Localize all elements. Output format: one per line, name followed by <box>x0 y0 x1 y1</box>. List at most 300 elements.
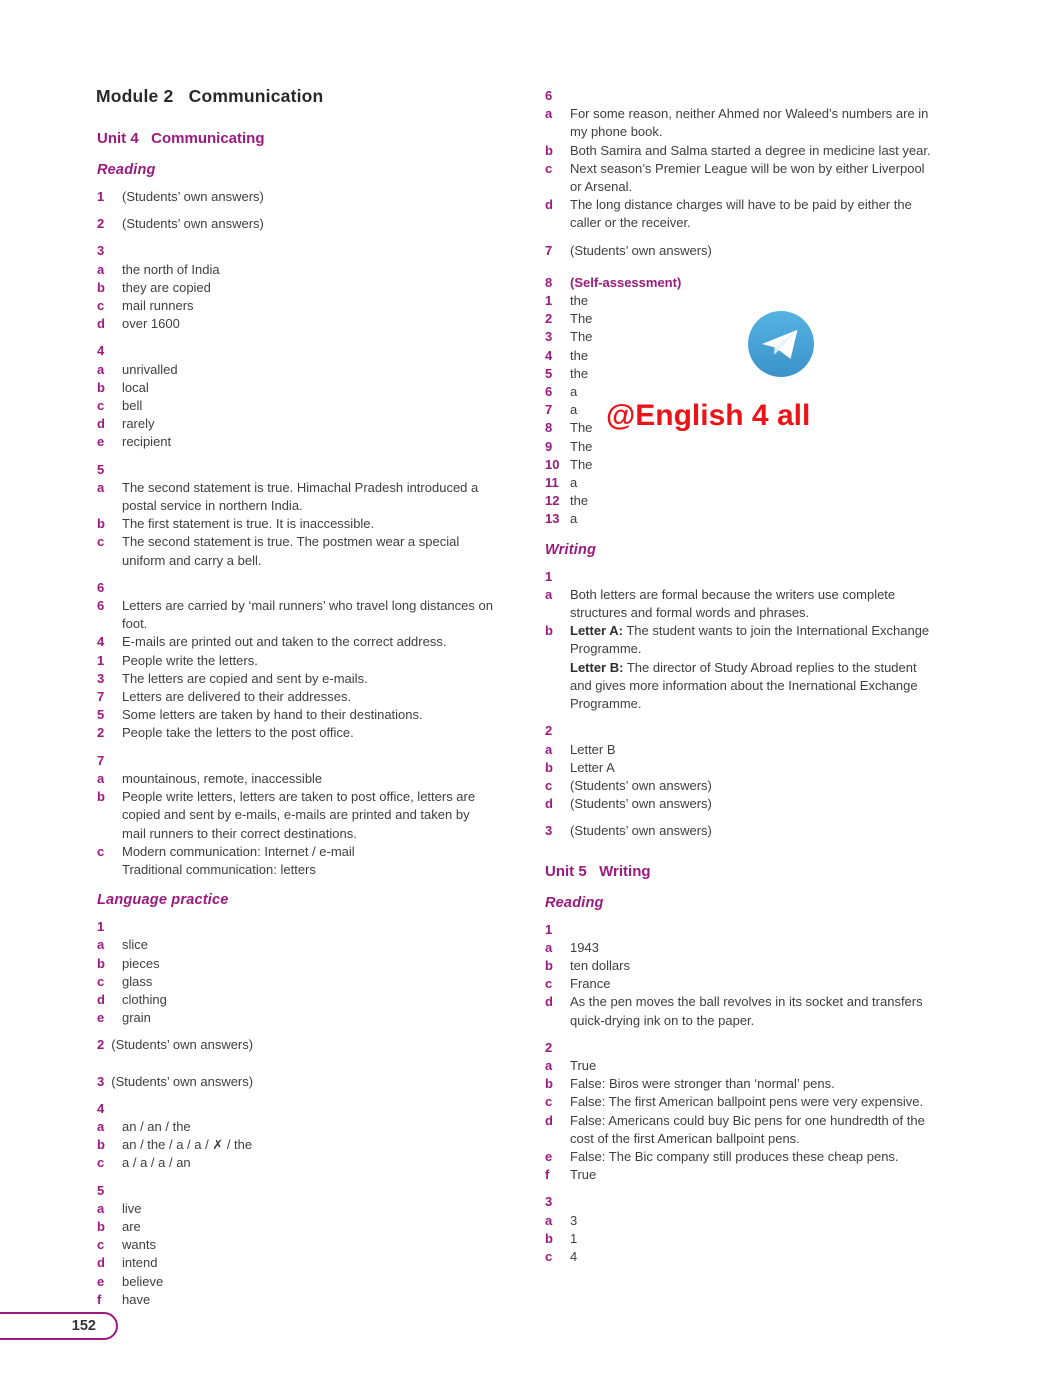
right-column <box>545 87 937 1275</box>
item-number: 2 <box>545 1039 553 1055</box>
answer-line: The <box>570 456 593 472</box>
answer-sub-row <box>97 843 495 879</box>
sub-label: e <box>97 434 105 450</box>
answer-line: The <box>570 329 593 345</box>
answer-sub-row <box>97 1291 495 1309</box>
section-heading: Reading <box>545 894 604 911</box>
sub-label: 5 <box>97 707 105 723</box>
sub-label: c <box>97 398 105 414</box>
answer-sub-row <box>545 438 937 456</box>
item-number: 1 <box>97 919 105 935</box>
answer-text <box>122 1154 495 1172</box>
answer-sub-row <box>97 1154 495 1172</box>
answer-text <box>122 597 495 633</box>
answer-line: an / the / a / a / ✗ / the <box>122 1137 253 1153</box>
sub-label: 4 <box>97 634 105 650</box>
answer-sub-row <box>97 1200 495 1218</box>
answer-text <box>570 196 937 232</box>
sub-label: d <box>545 1112 553 1128</box>
answer-line: Traditional communication: letters <box>122 861 316 877</box>
answer-item <box>545 921 937 1030</box>
answer-sub-row <box>545 1093 937 1111</box>
answer-sub-row <box>545 365 937 383</box>
item-head-row <box>97 215 495 233</box>
sub-label: 9 <box>545 438 553 454</box>
answer-sub-row <box>97 261 495 279</box>
answer-item <box>97 1036 495 1054</box>
sub-label: 13 <box>545 511 560 527</box>
section-heading: Reading <box>97 162 156 178</box>
answer-sub-row <box>545 957 937 975</box>
unit-heading: Unit 4 Communicating <box>97 130 265 147</box>
answer-line: wants <box>122 1237 156 1253</box>
sub-label: 7 <box>545 402 553 418</box>
answer-text <box>122 770 495 788</box>
sub-label: b <box>545 957 553 973</box>
sub-label: b <box>97 516 105 532</box>
answer-sub-row <box>545 993 937 1029</box>
sub-label: d <box>545 197 553 213</box>
answer-line: True <box>570 1167 597 1183</box>
answer-line: over 1600 <box>122 316 180 332</box>
answer-item <box>97 461 495 570</box>
answer-sub-row <box>545 1248 937 1266</box>
answer-sub-row <box>97 433 495 451</box>
answer-sub-row <box>545 975 937 993</box>
answer-line: a <box>570 384 578 400</box>
item-number: 6 <box>97 579 105 595</box>
answer-line: True <box>570 1057 597 1073</box>
answer-line: False: The first American ballpoint pens were very expensive. <box>570 1094 924 1110</box>
sub-label: 1 <box>97 652 105 668</box>
sub-label: b <box>545 623 553 639</box>
answer-line: (Students’ own answers) <box>122 216 264 232</box>
sub-label: b <box>545 759 553 775</box>
answer-line: Letter A <box>570 759 615 775</box>
answer-text <box>122 1136 495 1154</box>
sub-label: c <box>97 973 105 989</box>
answer-line: France <box>570 976 611 992</box>
answer-sub-row <box>545 939 937 957</box>
sub-label: b <box>545 1076 553 1092</box>
answer-text <box>122 379 495 397</box>
answer-sub-row <box>97 706 495 724</box>
answer-text <box>122 788 495 843</box>
item-number: 7 <box>545 242 553 258</box>
answer-sub-row <box>545 759 937 777</box>
answer-line: glass <box>122 973 153 989</box>
answer-sub-row <box>97 479 495 515</box>
answer-line: rarely <box>122 416 155 432</box>
answer-text <box>570 456 937 474</box>
answer-line: grain <box>122 1010 151 1026</box>
item-head-row <box>97 752 495 770</box>
answer-item <box>97 215 495 233</box>
sub-label: b <box>97 955 105 971</box>
answer-line: Letters are carried by ‘mail runners’ who travel long distances on foot. <box>122 598 493 632</box>
answer-sub-row <box>97 652 495 670</box>
answer-sub-row <box>97 361 495 379</box>
sub-label: d <box>97 991 105 1007</box>
item-head-row <box>545 1039 937 1057</box>
answer-line: mountainous, remote, inaccessible <box>122 770 323 786</box>
answer-text <box>570 160 937 196</box>
answer-text <box>570 438 937 456</box>
answer-sub-row <box>97 1009 495 1027</box>
answer-text <box>122 973 495 991</box>
sub-label: c <box>545 160 553 176</box>
answer-text <box>570 1093 937 1111</box>
answer-line: (Students’ own answers) <box>570 796 712 812</box>
answer-line: pieces <box>122 955 160 971</box>
item-head-row <box>97 242 495 260</box>
sub-label: b <box>97 789 105 805</box>
sub-label: 3 <box>97 670 105 686</box>
section-heading: Writing <box>545 541 597 558</box>
answer-line: the <box>570 493 589 509</box>
answer-sub-row <box>545 777 937 795</box>
item-number: 3 <box>545 823 553 839</box>
sub-label: a <box>97 1118 105 1134</box>
item-head-row <box>545 722 937 740</box>
item-number: 2 <box>545 723 553 739</box>
answer-text <box>122 955 495 973</box>
answer-item <box>97 242 495 333</box>
answer-text <box>122 991 495 1009</box>
answer-sub-row <box>545 347 937 365</box>
answer-sub-row <box>545 328 937 346</box>
item-number: 3 <box>545 1194 553 1210</box>
sub-label: c <box>97 1155 105 1171</box>
answer-sub-row <box>545 1212 937 1230</box>
answer-text <box>122 843 495 879</box>
item-head-row <box>545 1193 937 1211</box>
item-head-row <box>97 1100 495 1118</box>
answer-text <box>570 993 937 1029</box>
answer-line: recipient <box>122 434 172 450</box>
answer-line: mail runners <box>122 298 194 314</box>
answer-line: The <box>570 420 593 436</box>
answer-sub-row <box>545 741 937 759</box>
answer-line: (Students’ own answers) <box>570 777 712 793</box>
answer-sub-row <box>97 936 495 954</box>
answer-sub-row <box>97 688 495 706</box>
sub-label: c <box>97 1237 105 1253</box>
sub-label: d <box>545 796 553 812</box>
sub-label: c <box>545 777 553 793</box>
answer-text <box>122 533 495 569</box>
sub-label: 4 <box>545 347 553 363</box>
answer-sub-row <box>97 1273 495 1291</box>
answer-line: Some letters are taken by hand to their destinations. <box>122 707 423 723</box>
answer-sub-row <box>545 586 937 622</box>
answer-line: E-mails are printed out and taken to the correct address. <box>122 634 447 650</box>
sub-label: 2 <box>545 311 553 327</box>
answer-line: Letter B <box>570 741 616 757</box>
answer-sub-row <box>97 1218 495 1236</box>
answer-line: the north of India <box>122 261 220 277</box>
item-number: 7 <box>97 752 105 768</box>
answer-text <box>570 1075 937 1093</box>
answer-line: 1 <box>570 1230 578 1246</box>
answer-line: ten dollars <box>570 957 630 973</box>
sub-label: d <box>97 316 105 332</box>
answer-line: The first statement is true. It is inaccessible. <box>122 516 375 532</box>
sub-label: f <box>545 1167 550 1183</box>
answer-line: a <box>570 402 578 418</box>
sub-label: 5 <box>545 365 553 381</box>
item-number: 5 <box>97 461 105 477</box>
sub-label: c <box>97 298 105 314</box>
watermark-text: @English 4 all <box>606 399 811 432</box>
item-head-row <box>97 579 495 597</box>
answer-line: People write letters, letters are taken to post office, letters are copied and sent by e-mails, e-mails are printed and taken by mail runners to their correct destinations. <box>122 789 476 841</box>
item-head-row <box>97 188 495 206</box>
answer-sub-row <box>97 991 495 1009</box>
answer-item <box>97 752 495 879</box>
sub-label: c <box>545 1248 553 1264</box>
answer-line: The long distance charges will have to be paid by either the caller or the receiver. <box>570 197 912 231</box>
answer-line: the <box>570 365 589 381</box>
answer-sub-row <box>97 279 495 297</box>
left-column <box>97 129 495 1318</box>
answer-text <box>122 652 495 670</box>
answer-text <box>122 1218 495 1236</box>
answer-sub-row <box>545 492 937 510</box>
item-number: 2 <box>97 216 105 232</box>
answer-text <box>122 706 495 724</box>
answer-item <box>97 1100 495 1173</box>
sub-label: b <box>97 1218 105 1234</box>
answer-sub-row <box>97 533 495 569</box>
answer-text <box>111 1037 253 1052</box>
answer-line: For some reason, neither Ahmed nor Waleed’s numbers are in my phone book. <box>570 106 929 140</box>
sub-label: b <box>97 279 105 295</box>
answer-sub-row <box>97 770 495 788</box>
answer-text <box>122 315 495 333</box>
answer-sub-row <box>545 160 937 196</box>
answer-line: unrivalled <box>122 361 178 377</box>
sub-label: a <box>545 1212 553 1228</box>
answer-item <box>545 87 937 233</box>
answer-sub-row <box>97 515 495 533</box>
answer-text <box>122 1291 495 1309</box>
item-head-row <box>97 1073 495 1091</box>
answer-text <box>122 361 495 379</box>
answer-text <box>122 188 495 206</box>
answer-text <box>122 724 495 742</box>
answer-line: an / an / the <box>122 1118 191 1134</box>
item-head-row <box>545 921 937 939</box>
answer-line: a <box>570 511 578 527</box>
sub-label: a <box>97 937 105 953</box>
item-number: 4 <box>97 343 105 359</box>
sub-label: a <box>97 361 105 377</box>
answer-line: a <box>570 475 578 491</box>
answer-sub-row <box>545 622 937 713</box>
answer-sub-row <box>97 397 495 415</box>
answer-item <box>545 242 937 260</box>
answer-line: clothing <box>122 991 167 1007</box>
sub-label: a <box>97 261 105 277</box>
answer-text <box>122 633 495 651</box>
answer-text <box>111 1074 253 1089</box>
sub-label: f <box>97 1291 102 1307</box>
answer-text <box>570 975 937 993</box>
answer-text <box>122 688 495 706</box>
page-number-badge <box>0 1312 118 1340</box>
answer-text <box>122 1254 495 1272</box>
item-head-row <box>545 87 937 105</box>
answer-line: (Students’ own answers) <box>111 1037 254 1053</box>
answer-sub-row <box>97 1254 495 1272</box>
sub-label: a <box>545 741 553 757</box>
answer-line: As the pen moves the ball revolves in its socket and transfers quick-drying ink on to the paper. <box>570 994 923 1028</box>
answer-item <box>545 822 937 840</box>
answer-line: slice <box>122 937 149 953</box>
answer-sub-row <box>545 292 937 310</box>
answer-line: Next season’s Premier League will be won by either Liverpool or Arsenal. <box>570 160 925 195</box>
sub-label: 6 <box>545 384 553 400</box>
answer-text <box>570 1230 937 1248</box>
answer-line: Letter B: The director of Study Abroad replies to the student and gives more information about the Inernational Exchange Programme. <box>570 659 918 712</box>
answer-line: the <box>570 347 589 363</box>
answer-text <box>122 397 495 415</box>
answer-sub-row <box>97 724 495 742</box>
sub-label: c <box>545 1094 553 1110</box>
answer-line: a / a / a / an <box>122 1155 191 1171</box>
answer-text <box>570 795 937 813</box>
sub-label: e <box>545 1148 553 1164</box>
sub-label: b <box>545 142 553 158</box>
answer-text <box>122 415 495 433</box>
sub-label: 12 <box>545 493 560 509</box>
answer-text <box>122 1009 495 1027</box>
item-number: 1 <box>97 189 105 204</box>
answer-sub-row <box>545 196 937 232</box>
sub-label: b <box>97 1137 105 1153</box>
answer-sub-row <box>545 795 937 813</box>
telegram-paper-plane-icon <box>748 311 814 377</box>
answer-text <box>122 1273 495 1291</box>
answer-text <box>122 670 495 688</box>
answer-sub-row <box>97 973 495 991</box>
sub-label: a <box>545 1057 553 1073</box>
answer-text <box>570 759 937 777</box>
answer-sub-row <box>545 1148 937 1166</box>
answer-line: False: Americans could buy Bic pens for one hundredth of the cost of the first American ballpoint pens. <box>570 1112 925 1146</box>
answer-sub-row <box>545 1166 937 1184</box>
sub-label: 10 <box>545 456 560 472</box>
item-heading: (Self-assessment) <box>570 274 682 290</box>
answer-sub-row <box>545 105 937 141</box>
answer-text <box>122 279 495 297</box>
answer-line: 3 <box>570 1212 578 1228</box>
answer-text <box>570 1212 937 1230</box>
answer-line: live <box>122 1200 142 1216</box>
sub-label: a <box>97 479 105 495</box>
answer-line: Letters are delivered to their addresses. <box>122 689 352 705</box>
answer-text <box>122 261 495 279</box>
answer-line: The second statement is true. Himachal Pradesh introduced a postal service in northern India. <box>122 479 479 514</box>
page-title: Module 2 Communication <box>96 86 324 106</box>
answer-text <box>570 492 937 510</box>
answer-text <box>570 105 937 141</box>
item-number: 2 <box>97 1037 105 1053</box>
answer-line: 1943 <box>570 939 599 955</box>
sub-label: b <box>97 379 105 395</box>
answer-sub-row <box>545 474 937 492</box>
answer-text <box>570 957 937 975</box>
answer-text <box>122 515 495 533</box>
answer-text <box>570 741 937 759</box>
item-head-row <box>545 242 937 260</box>
item-head-row <box>97 461 495 479</box>
answer-line: believe <box>122 1273 164 1289</box>
answer-line: The <box>570 438 593 454</box>
answer-sub-row <box>545 310 937 328</box>
answer-item <box>97 918 495 1027</box>
answer-text <box>570 1112 937 1148</box>
sub-label: c <box>97 534 105 550</box>
item-number: 4 <box>97 1100 105 1116</box>
sub-label: 11 <box>545 475 559 491</box>
answer-line: bell <box>122 398 143 414</box>
sub-label: c <box>545 976 553 992</box>
answer-text <box>570 622 937 713</box>
answer-sub-row <box>97 597 495 633</box>
answer-line: 4 <box>570 1248 578 1264</box>
answer-sub-row <box>97 788 495 843</box>
answer-text <box>122 1118 495 1136</box>
item-number: 1 <box>545 921 553 937</box>
answer-text <box>570 586 937 622</box>
answer-text <box>570 1148 937 1166</box>
item-head-row <box>545 822 937 840</box>
sub-label: d <box>545 994 553 1010</box>
answer-sub-row <box>97 315 495 333</box>
answer-sub-row <box>545 142 937 160</box>
answer-text <box>570 1166 937 1184</box>
sub-label: d <box>97 1255 105 1271</box>
answer-line: Letter A: The student wants to join the International Exchange Programme. <box>570 623 930 657</box>
answer-item <box>97 188 495 206</box>
answer-line: Both letters are formal because the writers use complete structures and formal words and phrases. <box>570 586 896 621</box>
item-head-row <box>545 274 937 292</box>
sub-label: 8 <box>545 420 553 436</box>
answer-line: The <box>570 311 593 327</box>
item-number: 3 <box>97 1073 105 1089</box>
answer-sub-row <box>545 456 937 474</box>
answer-line: have <box>122 1291 151 1307</box>
unit-heading: Unit 5 Writing <box>545 862 651 880</box>
answer-line: False: Biros were stronger than ‘normal’ pens. <box>570 1076 835 1092</box>
sub-label: 3 <box>545 329 553 345</box>
answer-sub-row <box>545 1112 937 1148</box>
sub-label: 7 <box>97 689 105 705</box>
sub-label: 6 <box>97 598 105 614</box>
answer-text <box>122 433 495 451</box>
answer-sub-row <box>545 1057 937 1075</box>
answer-item <box>97 342 495 451</box>
answer-text <box>570 822 937 840</box>
sub-label: e <box>97 1273 105 1289</box>
item-number: 5 <box>97 1182 105 1198</box>
sub-label: c <box>97 843 105 859</box>
answer-line: People write the letters. <box>122 652 258 668</box>
answer-item <box>97 1073 495 1091</box>
answer-sub-row <box>545 510 937 528</box>
